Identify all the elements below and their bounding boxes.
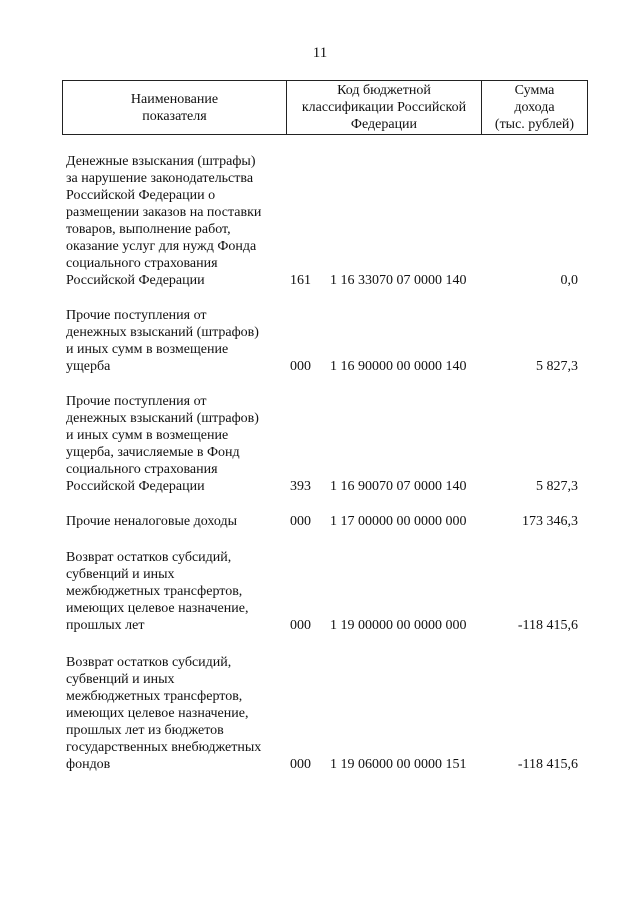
budget-classification-code: 1 16 33070 07 0000 140 <box>330 273 467 288</box>
name-line: субвенций и иных <box>66 672 175 687</box>
budget-classification-code: 1 16 90070 07 0000 140 <box>330 479 467 494</box>
income-amount: 5 827,3 <box>536 359 578 374</box>
name-line: прошлых лет <box>66 618 145 633</box>
name-line: Денежные взыскания (штрафы) <box>66 154 256 169</box>
header-text: Федерации <box>350 117 418 132</box>
indicator-name <box>66 393 291 495</box>
name-line: ущерба <box>66 359 111 374</box>
administrator-code: 000 <box>290 757 311 772</box>
header-text: (тыс. рублей) <box>494 117 575 132</box>
budget-classification-code: 1 19 06000 00 0000 151 <box>330 757 467 772</box>
name-line: Российской Федерации <box>66 479 205 494</box>
name-line: субвенций и иных <box>66 567 175 582</box>
name-line: и иных сумм в возмещение <box>66 428 229 443</box>
name-line: прошлых лет из бюджетов <box>66 723 224 738</box>
administrator-code: 000 <box>290 359 311 374</box>
income-amount: 173 346,3 <box>522 514 578 529</box>
table-row <box>62 393 588 495</box>
indicator-name <box>66 654 291 773</box>
budget-classification-code: 1 19 00000 00 0000 000 <box>330 618 467 633</box>
indicator-name <box>66 307 291 375</box>
indicator-name <box>66 513 291 530</box>
income-amount: -118 415,6 <box>517 757 578 772</box>
header-text: дохода <box>514 100 555 115</box>
budget-classification-code: 1 16 90000 00 0000 140 <box>330 359 467 374</box>
name-line: государственных внебюджетных <box>66 740 262 755</box>
administrator-code: 393 <box>290 479 311 494</box>
indicator-name <box>66 549 291 634</box>
name-line: имеющих целевое назначение, <box>66 706 249 721</box>
header-budget-code <box>287 81 482 134</box>
name-line: межбюджетных трансфертов, <box>66 689 243 704</box>
name-line: ущерба, зачисляемые в Фонд <box>66 445 240 460</box>
name-line: Прочие поступления от <box>66 308 207 323</box>
name-line: имеющих целевое назначение, <box>66 601 249 616</box>
header-income-amount <box>482 81 588 134</box>
name-line: за нарушение законодательства <box>66 171 254 186</box>
name-line: денежных взысканий (штрафов) <box>66 325 259 340</box>
name-line: Возврат остатков субсидий, <box>66 655 232 670</box>
header-text: показателя <box>142 108 207 124</box>
name-line: оказание услуг для нужд Фонда <box>66 239 257 254</box>
header-indicator-name <box>62 81 287 134</box>
table-header <box>62 80 588 135</box>
table-row <box>62 513 588 530</box>
administrator-code: 161 <box>290 273 311 288</box>
name-line: Прочие поступления от <box>66 394 207 409</box>
indicator-name <box>66 153 291 289</box>
name-line: Прочие неналоговые доходы <box>66 514 238 529</box>
header-text: Сумма <box>514 83 555 98</box>
name-line: Российской Федерации <box>66 273 205 288</box>
income-amount: 0,0 <box>560 273 578 288</box>
name-line: фондов <box>66 757 111 772</box>
name-line: размещении заказов на поставки <box>66 205 262 220</box>
page-number: 11 <box>312 45 328 61</box>
table-row <box>62 307 588 375</box>
header-text: классификации Российской <box>301 100 467 115</box>
name-line: социального страхования <box>66 256 218 271</box>
name-line: Российской Федерации о <box>66 188 216 203</box>
administrator-code: 000 <box>290 618 311 633</box>
header-text: Код бюджетной <box>337 83 431 98</box>
name-line: межбюджетных трансфертов, <box>66 584 243 599</box>
table-row <box>62 150 588 289</box>
name-line: товаров, выполнение работ, <box>66 222 231 237</box>
income-amount: -118 415,6 <box>517 618 578 633</box>
table-row <box>62 654 588 773</box>
budget-classification-code: 1 17 00000 00 0000 000 <box>330 514 467 529</box>
name-line: Возврат остатков субсидий, <box>66 550 232 565</box>
name-line: денежных взысканий (штрафов) <box>66 411 259 426</box>
name-line: социального страхования <box>66 462 218 477</box>
income-amount: 5 827,3 <box>536 479 578 494</box>
administrator-code: 000 <box>290 514 311 529</box>
table-row <box>62 549 588 634</box>
header-text: Наименование <box>130 91 219 107</box>
name-line: и иных сумм в возмещение <box>66 342 229 357</box>
